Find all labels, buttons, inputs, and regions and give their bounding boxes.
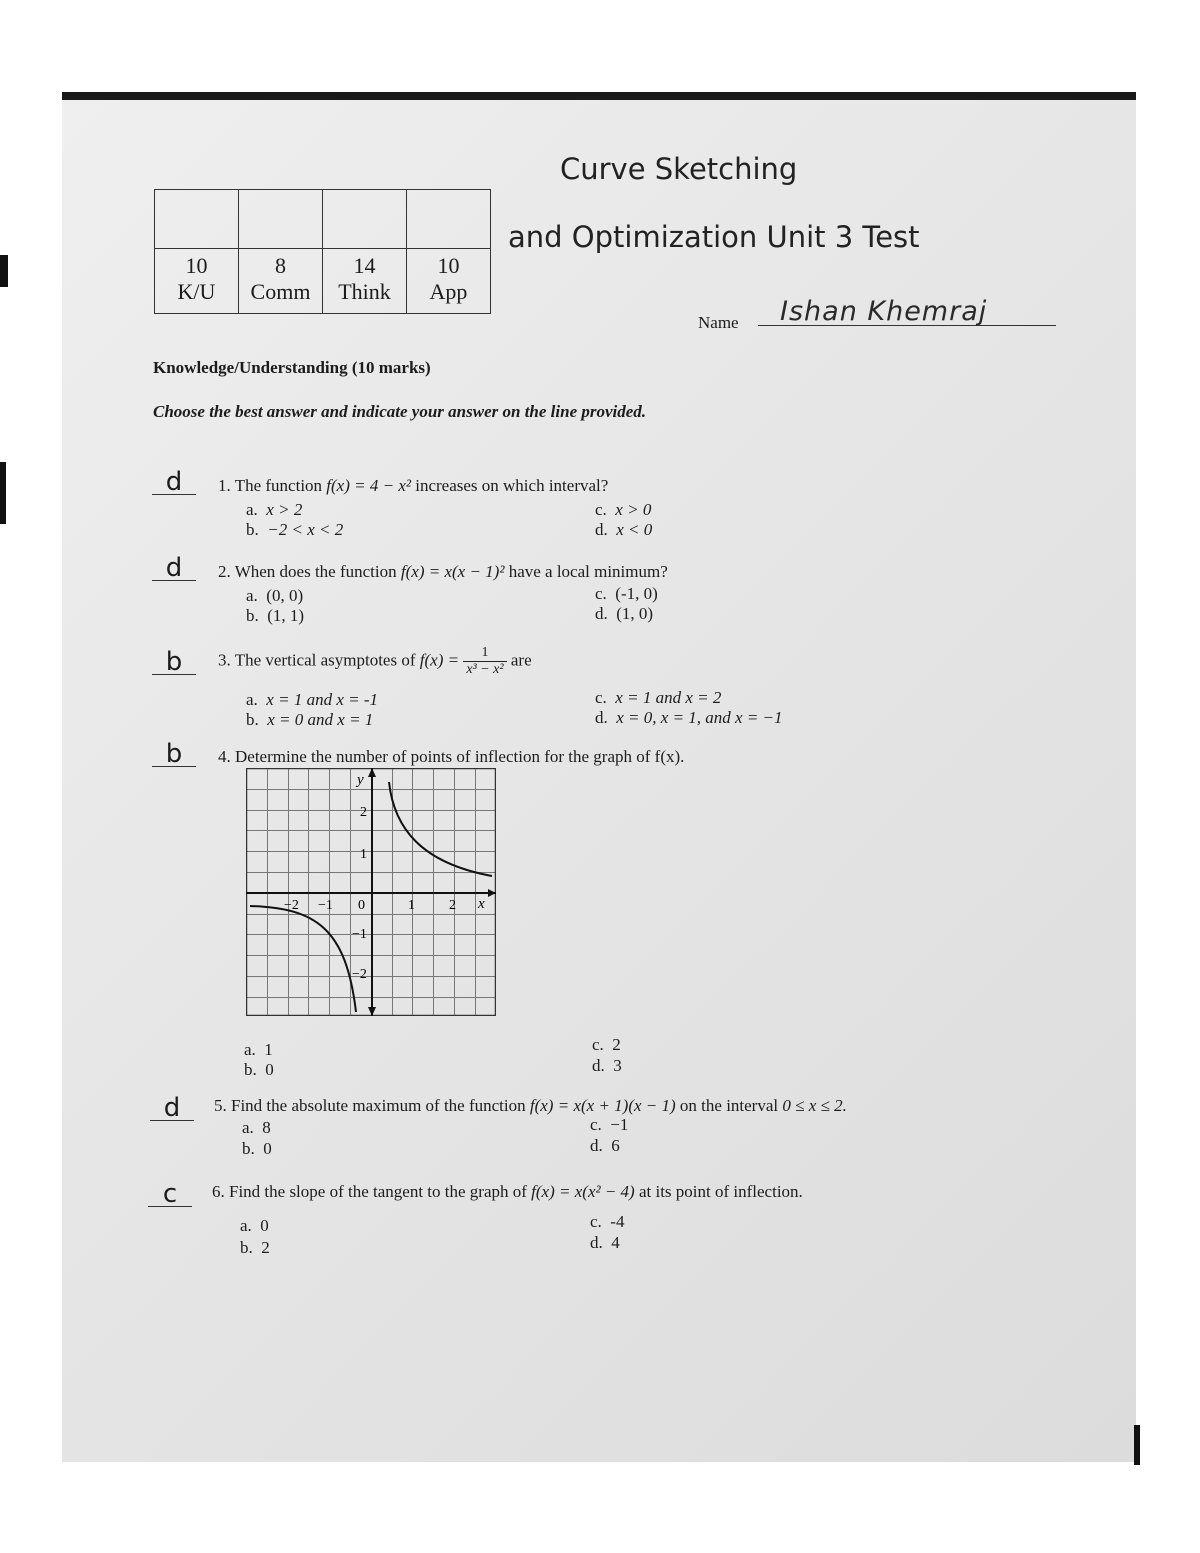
question-5-function: f(x) = x(x + 1)(x − 1) [529,1096,676,1115]
q6-option-b: b. 2 [240,1238,270,1257]
q4-option-b: b. 0 [244,1060,274,1079]
graph-y-tick-neg1: −1 [352,927,367,942]
question-5-interval: 0 ≤ x ≤ 2. [782,1096,847,1115]
question-4-text: Determine the number of points of inflection for the graph of f(x). [235,747,685,766]
question-2-number: 2. [218,562,231,581]
q6-option-a: a. 0 [240,1216,269,1235]
q1-option-c-text: x > 0 [615,500,652,519]
q6-option-a-text: 0 [260,1216,269,1235]
q1-option-a-text: x > 2 [266,500,303,519]
q2-option-c: c. (-1, 0) [595,584,658,603]
q2-option-c-text: (-1, 0) [615,584,658,603]
question-2 [218,562,668,582]
question-3-fraction [463,645,506,678]
q3-option-d-text: x = 0, x = 1, and x = −1 [616,708,783,727]
q2-option-a-text: (0, 0) [266,586,304,605]
right-edge-mark [1134,1425,1140,1465]
q5-option-d-text: 6 [611,1136,620,1155]
q4-option-a-text: 1 [264,1040,273,1059]
q6-option-d-text: 4 [611,1233,620,1252]
marks-value-think: 14 [323,249,407,280]
q3-option-a: a. x = 1 and x = -1 [246,690,378,709]
marks-label-think: Think [323,279,407,314]
marks-value-app: 10 [407,249,491,280]
question-2-prefix: When does the function [234,562,397,581]
q3-option-c: c. x = 1 and x = 2 [595,688,722,707]
instructions: Choose the best answer and indicate your answer on the line provided. [153,402,647,421]
question-2-suffix: have a local minimum? [508,562,668,581]
answer-1: d [152,470,196,495]
question-1-suffix: increases on which interval? [415,476,609,495]
score-cell-ku [155,190,239,249]
q3-option-a-text: x = 1 and x = -1 [266,690,378,709]
question-4 [218,747,684,767]
q6-option-b-text: 2 [261,1238,270,1257]
left-edge-mark-2 [0,462,6,524]
q6-option-c-text: -4 [610,1212,625,1231]
marks-table [154,189,491,314]
student-name: Ishan Khemraj [780,296,988,327]
question-5 [214,1096,847,1116]
question-3 [218,645,532,678]
curve-left-branch [250,906,356,1012]
question-6-prefix: Find the slope of the tangent to the graph of [229,1182,527,1201]
question-4-number: 4. [218,747,231,766]
q3-option-d: d. x = 0, x = 1, and x = −1 [595,708,783,727]
q4-option-d-text: 3 [613,1056,622,1075]
marks-value-ku: 10 [155,249,239,280]
answer-3: b [152,650,196,675]
question-5-prefix: Find the absolute maximum of the function [231,1096,526,1115]
q4-option-c-text: 2 [612,1035,621,1054]
title-line-1: Curve Sketching [560,152,798,186]
score-cell-comm [239,190,323,249]
q1-option-b: b. −2 < x < 2 [246,520,344,539]
question-2-function: f(x) = x(x − 1)² [400,562,505,581]
graph-y-tick-neg2: −2 [352,967,367,982]
graph-y-tick-1: 1 [360,847,367,862]
question-6-number: 6. [212,1182,225,1201]
score-cell-think [323,190,407,249]
question-3-prefix: The vertical asymptotes of [234,650,416,670]
q2-option-d: d. (1, 0) [595,604,654,623]
score-cell-app [407,190,491,249]
question-3-fraction-numerator: 1 [463,645,506,662]
name-label: Name [698,313,739,332]
marks-value-comm: 8 [239,249,323,280]
curve-right-branch [389,782,492,876]
q3-option-b-text: x = 0 and x = 1 [267,710,374,729]
inflection-graph [246,768,496,1016]
q4-option-b-text: 0 [265,1060,274,1079]
q6-option-d: d. 4 [590,1233,620,1252]
section-title: Knowledge/Understanding (10 marks) [153,358,431,377]
question-6 [212,1182,803,1202]
graph-x-tick-1: 1 [408,898,415,913]
question-1-prefix: The function [234,476,323,495]
question-3-fraction-denominator: x³ − x² [466,662,504,677]
q1-option-d-text: x < 0 [616,520,653,539]
answer-5: d [150,1096,194,1121]
q4-option-a: a. 1 [244,1040,273,1059]
marks-label-comm: Comm [239,279,323,314]
q5-option-b: b. 0 [242,1139,272,1158]
question-1 [218,476,608,496]
question-6-suffix: at its point of inflection. [638,1182,803,1201]
graph-x-tick-neg1: −1 [318,898,333,913]
question-3-number: 3. [218,650,231,670]
answer-6: c [148,1182,192,1207]
q4-option-c: c. 2 [592,1035,621,1054]
question-6-function: f(x) = x(x² − 4) [531,1182,635,1201]
q1-option-a: a. x > 2 [246,500,303,519]
q4-option-d: d. 3 [592,1056,622,1075]
graph-x-label: x [478,896,485,912]
q2-option-a: a. (0, 0) [246,586,304,605]
q3-option-b: b. x = 0 and x = 1 [246,710,374,729]
graph-x-tick-0: 0 [358,898,365,913]
q2-option-d-text: (1, 0) [616,604,654,623]
question-3-suffix: are [510,650,532,670]
q5-option-a-text: 8 [262,1118,271,1137]
q2-option-b-text: (1, 1) [267,606,305,625]
answer-4: b [152,742,196,767]
q2-option-b: b. (1, 1) [246,606,305,625]
question-1-function: f(x) = 4 − x² [326,476,411,495]
q6-option-c: c. -4 [590,1212,625,1231]
q5-option-d: d. 6 [590,1136,620,1155]
graph-y-label: y [357,772,364,788]
q5-option-c: c. −1 [590,1115,629,1134]
title-line-2: and Optimization Unit 3 Test [508,220,920,254]
graph-x-tick-neg2: −2 [284,898,299,913]
q1-option-d: d. x < 0 [595,520,653,539]
graph-x-tick-2: 2 [449,898,456,913]
q5-option-b-text: 0 [263,1139,272,1158]
answer-2: d [152,556,196,581]
question-3-function: f(x) = [419,650,460,670]
marks-label-ku: K/U [155,279,239,314]
graph-y-tick-2: 2 [360,805,367,820]
left-edge-mark [0,255,8,287]
q5-option-a: a. 8 [242,1118,271,1137]
marks-label-app: App [407,279,491,314]
q3-option-c-text: x = 1 and x = 2 [615,688,722,707]
q1-option-c: c. x > 0 [595,500,652,519]
question-1-number: 1. [218,476,231,495]
q5-option-c-text: −1 [610,1115,629,1134]
question-5-number: 5. [214,1096,227,1115]
q1-option-b-text: −2 < x < 2 [267,520,344,539]
question-5-suffix: on the interval [679,1096,779,1115]
